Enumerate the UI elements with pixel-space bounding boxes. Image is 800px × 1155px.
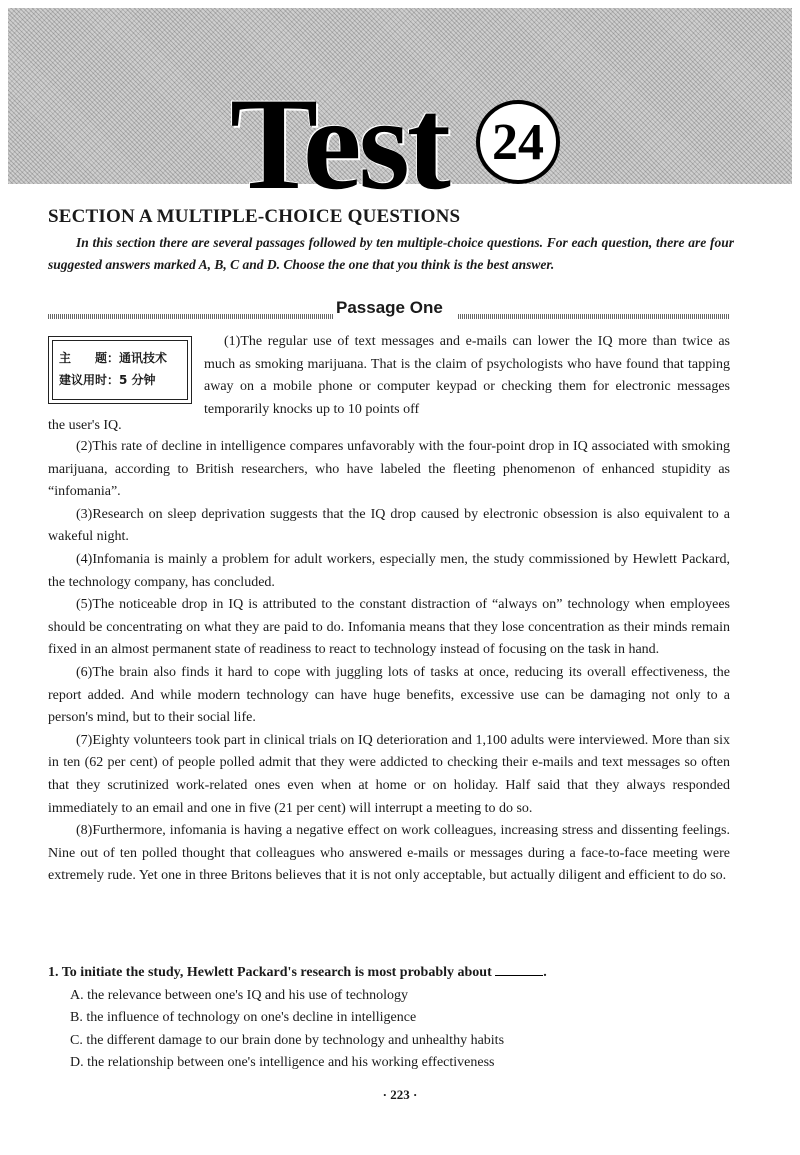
section-instructions: In this section there are several passages followed by ten multiple-choice questions. For each question, there are four suggested answers marked A, B, C and D. Choose the one that you think is the best answer. [48, 235, 734, 272]
answer-blank [495, 963, 543, 976]
question-stem-end: . [543, 965, 547, 980]
question-1 [48, 962, 730, 1075]
paragraph-3: (3)Research on sleep deprivation suggests that the IQ drop caused by electronic obsession is also equivalent to a wakeful night. [48, 506, 730, 545]
time-line: 建议用时：5 分钟 [59, 373, 156, 387]
passage-rule-left [48, 314, 333, 319]
topic-info-box [48, 336, 192, 404]
option-a: A. the relevance between one's IQ and his use of technology [70, 987, 409, 1003]
passage-title: Passage One [336, 298, 443, 317]
section-title: SECTION A MULTIPLE-CHOICE QUESTIONS [48, 206, 461, 227]
question-stem-text: 1. To initiate the study, Hewlett Packard's research is most probably about [48, 965, 492, 980]
option-b: B. the influence of technology on one's decline in intelligence [70, 1010, 417, 1026]
passage-heading [48, 300, 730, 322]
passage-rule-right [458, 314, 730, 319]
page-number: · 223 · [382, 1087, 418, 1102]
paragraph-5: (5)The noticeable drop in IQ is attributed to the constant distraction of “always on” technology when employees should be concentrating on what they are paid to do. Infomania means that they lose concentration as their minds remain fixed in an almost permanent state of readiness to react to technology instead of focusing on the task in hand. [48, 597, 730, 658]
test-number-badge: 24 [476, 100, 560, 184]
paragraph-8: (8)Furthermore, infomania is having a negative effect on work colleagues, increasing stress and dissenting feelings. Nine out of ten polled thought that colleagues who answered e-mails or messages during a face-to-face meeting were extremely rude. Yet one in three Britons believes that it is not only acceptable, but actually diligent and efficient to do so. [48, 823, 730, 884]
paragraph-1-tail: the user's IQ. [48, 418, 122, 433]
passage-body [48, 436, 730, 888]
paragraph-2: (2)This rate of decline in intelligence compares unfavorably with the four-point drop in IQ associated with smoking marijuana, according to British researchers, who have labeled the fleeting phenomenon of enhanced stupidity as “infomania”. [48, 439, 730, 500]
topic-line: 主 题：通讯技术 [59, 351, 168, 365]
paragraph-4: (4)Infomania is mainly a problem for adult workers, especially men, the study commissioned by Hewlett Packard, the technology company, has concluded. [48, 551, 730, 590]
option-c: C. the different damage to our brain done by technology and unhealthy habits [70, 1032, 505, 1048]
test-title: Test [230, 70, 448, 217]
paragraph-1: (1)The regular use of text messages and e-mails can lower the IQ more than twice as much as smoking marijuana. That is the claim of psychologists who have found that tapping away on a mobile phone or computer keypad or checking them for electronic messages temporarily knocks up to 10 points off [204, 334, 730, 417]
paragraph-6: (6)The brain also finds it hard to cope with juggling lots of tasks at once, reducing its overall effectiveness, the report added. And while modern technology can have huge benefits, excessive use can be damaging not only to a person's mind, but to their social life. [48, 664, 730, 726]
question-stem [48, 962, 730, 985]
option-d: D. the relationship between one's intelligence and his working effectiveness [70, 1055, 495, 1071]
paragraph-7: (7)Eighty volunteers took part in clinical trials on IQ deterioration and 1,100 adults were interviewed. More than six in ten (62 per cent) of people polled admit that they were addicted to checking their e-mails and text messages so often that they scrutinized work-related ones even when at home or on holiday. Half said that they always responded immediately to an email and one in five (21 per cent) will interrupt a meeting to do so. [48, 732, 730, 816]
